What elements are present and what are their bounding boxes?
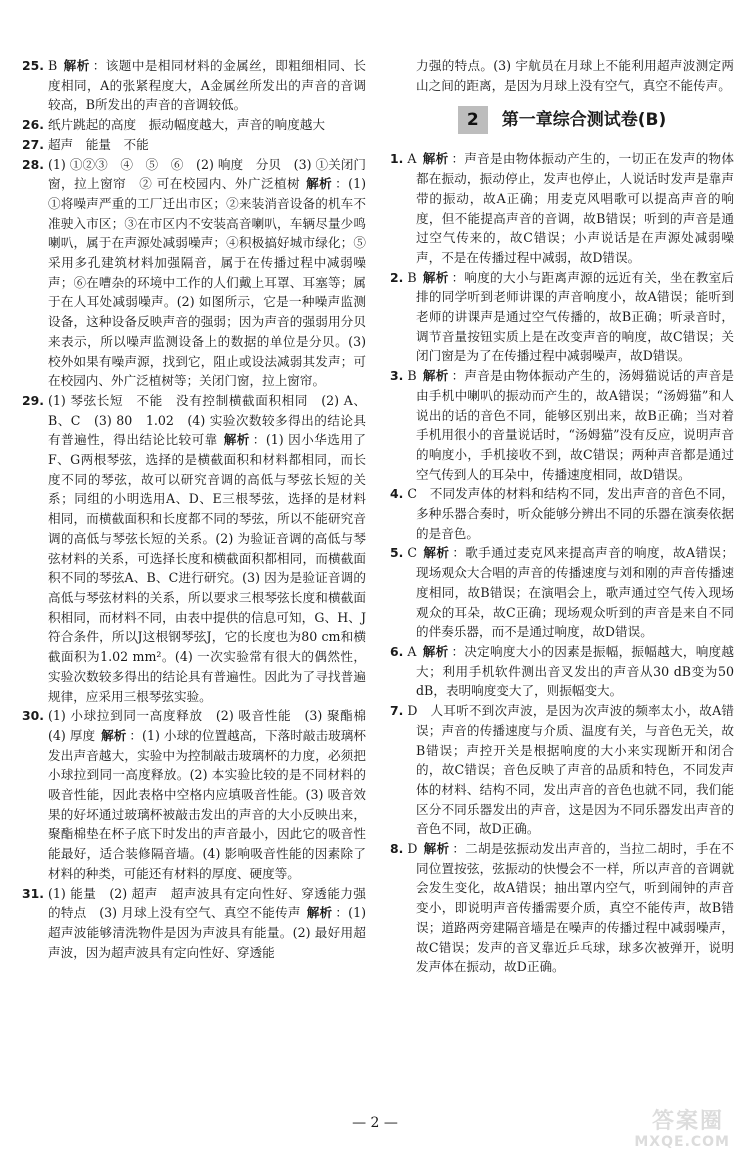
analysis-label: 解析 [223,432,250,448]
left-column [22,56,379,962]
answer-text: A [407,643,417,659]
question-number: 31. [22,885,44,901]
answer-text: (1) 琴弦长短 不能 没有控制横截面积相同 (2) A、B、C (3) 80 1.02 (4) 实验次数较多得出的结论具有普遍性，得出结论比较可靠 [47,392,366,448]
analysis-label: 解析 [422,368,449,384]
answer-entry [22,706,379,883]
answer-text: (1) ①②③ ④ ⑤ ⑥ (2) 响度 分贝 (3) ①关闭门窗，拉上窗帘 ② 可在校园内、外广泛植树 [47,156,366,192]
analysis-text: ：响度的大小与距离声源的远近有关，坐在教室后排的同学听到老师讲课的声音响度小，故A错误；能听到老师的讲课声是通过空气传播的，故B正确；听录音时，调节音量按钮实质上是在改变声音的响度，故C错误；关闭门窗是为了在传播过程中减弱噪声，故D错误。 [416,269,735,364]
answer-text: B [407,368,417,384]
answer-entry [22,56,366,115]
answer-text: 纸片跳起的高度 振动幅度越大，声音的响度越大 [47,117,326,133]
question-number: 7. [390,703,404,719]
continuation-text: 力强的特点。(3) 宇航员在月球上不能利用超声波测定两山之间的距离，是因为月球上没有空气，真空不能传声。 [416,58,734,93]
page-number: — 2 — [352,1115,398,1131]
answer-entry [390,149,734,267]
answer-entry [22,884,366,963]
question-number: 4. [390,486,404,502]
analysis-label: 解析 [306,176,333,192]
question-number: 30. [22,708,44,724]
answer-text: C [407,486,417,502]
analysis-label: 解析 [306,905,333,921]
question-number: 5. [390,545,404,561]
analysis-text: ：歌手通过麦克风来提高声音的响度，故A错误；现场观众大合唱的声音的传播速度与刘和刚的声音传播速度相同，故B错误；在演唱会上，歌声通过空气传入现场观众的耳朵，故C正确；现场观众听到的声音是来自不同的伴奏乐器，而不是通过响度，故D错误。 [416,545,734,640]
analysis-label: 解析 [63,58,90,73]
right-column [390,56,734,977]
answer-entry [390,366,734,484]
answer-text: (1) 小球拉到同一高度释放 (2) 吸音性能 (3) 聚酯棉 (4) 厚度 [47,708,379,743]
question-number: 6. [390,643,404,659]
question-number: 27. [22,136,44,152]
analysis-text: ：决定响度大小的因素是振幅，振幅越大，响度越大；利用手机软件测出音叉发出的声音从30 dB变为50 dB，表明响度变大了，则振幅变大。 [416,643,735,699]
analysis-text: ：声音是由物体振动产生的，汤姆猫说话的声音是由手机中喇叭的振动而产生的，故A错误；“汤姆猫”和人说出的话的音色不同，能够区别出来，故B正确；当对着手机用很小的音量说话时，“汤姆猫”没有反应，说明声音的响度小，手机接收不到，故C错误；两种声音都是通过空气传到人的耳朵中，传播速度相同，故D错误。 [416,368,735,482]
answer-entry [390,268,734,367]
analysis-text: ：(1) ①将噪声严重的工厂迁出市区；②来装消音设备的机车不准驶入市区；③在市区内不安装高音喇叭，车辆尽量少鸣喇叭，属于在声源处减弱噪声；④积极搞好城市绿化；⑤采用多孔建筑材料加强隔音，属于在传播过程中减弱噪声；⑥在嘈杂的环境中工作的人们戴上耳罩、耳塞等；属于在人耳处减弱噪声。(2) 如图所示，它是一种噪声监测设备，这种设备反映声音的强弱；因为声音的强弱用分贝来表示，所以噪声监测设备上的数据的单位是分贝。(3) 校外如果有噪声源，找到它，阻止或设法减弱其发声；可在校园内、外广泛植树等；关闭门窗，拉上窗帘。 [48,176,367,389]
answer-entry [390,543,734,642]
analysis-text: ：(1) 超声波能够清洗物件是因为声波具有能量。(2) 最好用超声波，因为超声波具有定向性好、穿透能 [48,905,367,960]
answer-entry [390,839,734,977]
question-number: 26. [22,117,44,133]
watermark-top: 答案圈 [651,1109,724,1134]
answer-text: D [407,703,418,719]
answer-entry [390,642,734,701]
answer-text: 超声 能量 不能 [47,136,149,152]
analysis-text: ：(1) 小球的位置越高，下落时敲击玻璃杯发出声音越大，实验中为控制敲击玻璃杯的力度，必须把小球拉到同一高度释放。(2) 本实验比较的是不同材料的吸音性能，因此表格中空格内应填吸音性能。(3) 吸音效果的好坏通过玻璃杯被敲击发出的声音的大小反映出来，聚酯棉垫在杯子底下时发出的声音最小，因此它的吸音性能最好，适合装修隔音墙。(4) 影响吸音性能的因素除了材料的种类，可能还有材料的厚度、硬度等。 [48,727,367,881]
analysis-label: 解析 [423,841,450,857]
question-number: 8. [390,841,404,857]
answer-text: (1) 能量 (2) 超声 超声波具有定向性好、穿透能力强的特点 (3) 月球上没有空气、真空不能传声 [47,885,366,921]
question-number: 3. [390,368,404,384]
question-number: 1. [390,151,404,167]
section-header [390,105,734,135]
answer-entry [22,115,366,135]
answer-entry [390,484,734,543]
analysis-text: ：该题中是相同材料的金属丝，即粗细相同、长度相同，A的张紧程度大，A金属丝所发出的声音的音调较高，B所发出的声音的音调较低。 [48,58,367,113]
watermark-bottom: MXQE.COM [634,1134,730,1150]
answer-text: D [407,841,418,857]
analysis-label: 解析 [101,727,127,743]
answer-entry [22,155,366,391]
question-number: 29. [22,392,44,408]
watermark-logo [580,1104,730,1154]
analysis-text: 不同发声体的材料和结构不同，发出声音的音色不同，多种乐器合奏时，听众能够分辨出不同的乐器在演奏依据的是音色。 [416,486,735,541]
analysis-label: 解析 [422,269,449,285]
answer-text: C [407,545,417,561]
answer-text: B [47,58,58,73]
question-number: 28. [22,156,44,172]
section-title: 第一章综合测试卷(B) [501,109,667,130]
answer-text: B [407,269,417,285]
question-number: 2. [390,269,404,285]
analysis-text: 人耳听不到次声波，是因为次声波的频率太小，故A错误；声音的传播速度与介质、温度有关，与音色无关，故B错误；声控开关是根据响度的大小来实现断开和闭合的，故C错误；音色反映了声音的品质和特色，不同发声体的材料、结构不同，发出声音的音色也就不同，我们能区分不同乐器发出的声音，这是因为不同乐器发出声音的音色不同，故D正确。 [416,703,734,837]
answer-entry [22,391,366,706]
section-number: 2 [458,106,488,134]
analysis-label: 解析 [422,545,450,561]
analysis-text: ：声音是由物体振动产生的，一切正在发声的物体都在振动，振动停止，发声也停止，人说话时发声是靠声带的振动，故A正确；用麦克风唱歌可以提高声音的响度，但不能提高声音的音调，故B错误；听到的声音是通过空气传来的，故C错误；小声说话是在声源处减弱噪声，不是在传播过程中减弱，故D错误。 [416,151,735,265]
analysis-text: ：二胡是弦振动发出声音的，当拉二胡时，手在不同位置按弦，弦振动的快慢会不一样，所以声音的音调就会发生变化，故A错误；抽出罩内空气，听到闹钟的声音变小，即说明声音传播需要介质，真空不能传声，故B错误；道路两旁建隔音墙是在噪声的传播过程中减弱噪声，故C错误；发声的音叉靠近乒乓球，球多次被弹开，说明发声体在振动，故D正确。 [416,841,735,975]
answer-text: A [407,151,417,167]
answer-entry [22,135,366,155]
question-number: 25. [22,58,44,73]
analysis-text: ：(1) 因小华选用了F、G两根琴弦，选择的是横截面积和材料都相同，而长度不同的琴弦，故可以研究音调的高低与琴弦长短的关系；同组的小明选用A、D、E三根琴弦，选择的是材料相同，而横截面积和长度都不同的琴弦，所以不能研究音调的高低与琴弦长短的关系。(2) 为验证音调的高低与琴弦材料的关系，可选择长度和横截面积都相同，而横截面积不同的琴弦A、B、C进行研究。(3) 因为是验证音调的高低与琴弦材料的关系，所以要求三根琴弦长度和横截面积相同，而材料不同，由表中提供的信息可知，G、H、J符合条件，所以J这根钢琴弦J，它的长度也为80 cm和横截面积为1.02 mm²。(4) 一次实验常有很大的偶然性，实验次数较多得出的结论具有普遍性。因此为了寻找普遍规律，应采用三根琴弦实验。 [48,432,367,704]
right-entries [390,149,734,977]
analysis-label: 解析 [422,151,449,167]
answer-entry [390,701,734,839]
analysis-label: 解析 [422,643,449,659]
